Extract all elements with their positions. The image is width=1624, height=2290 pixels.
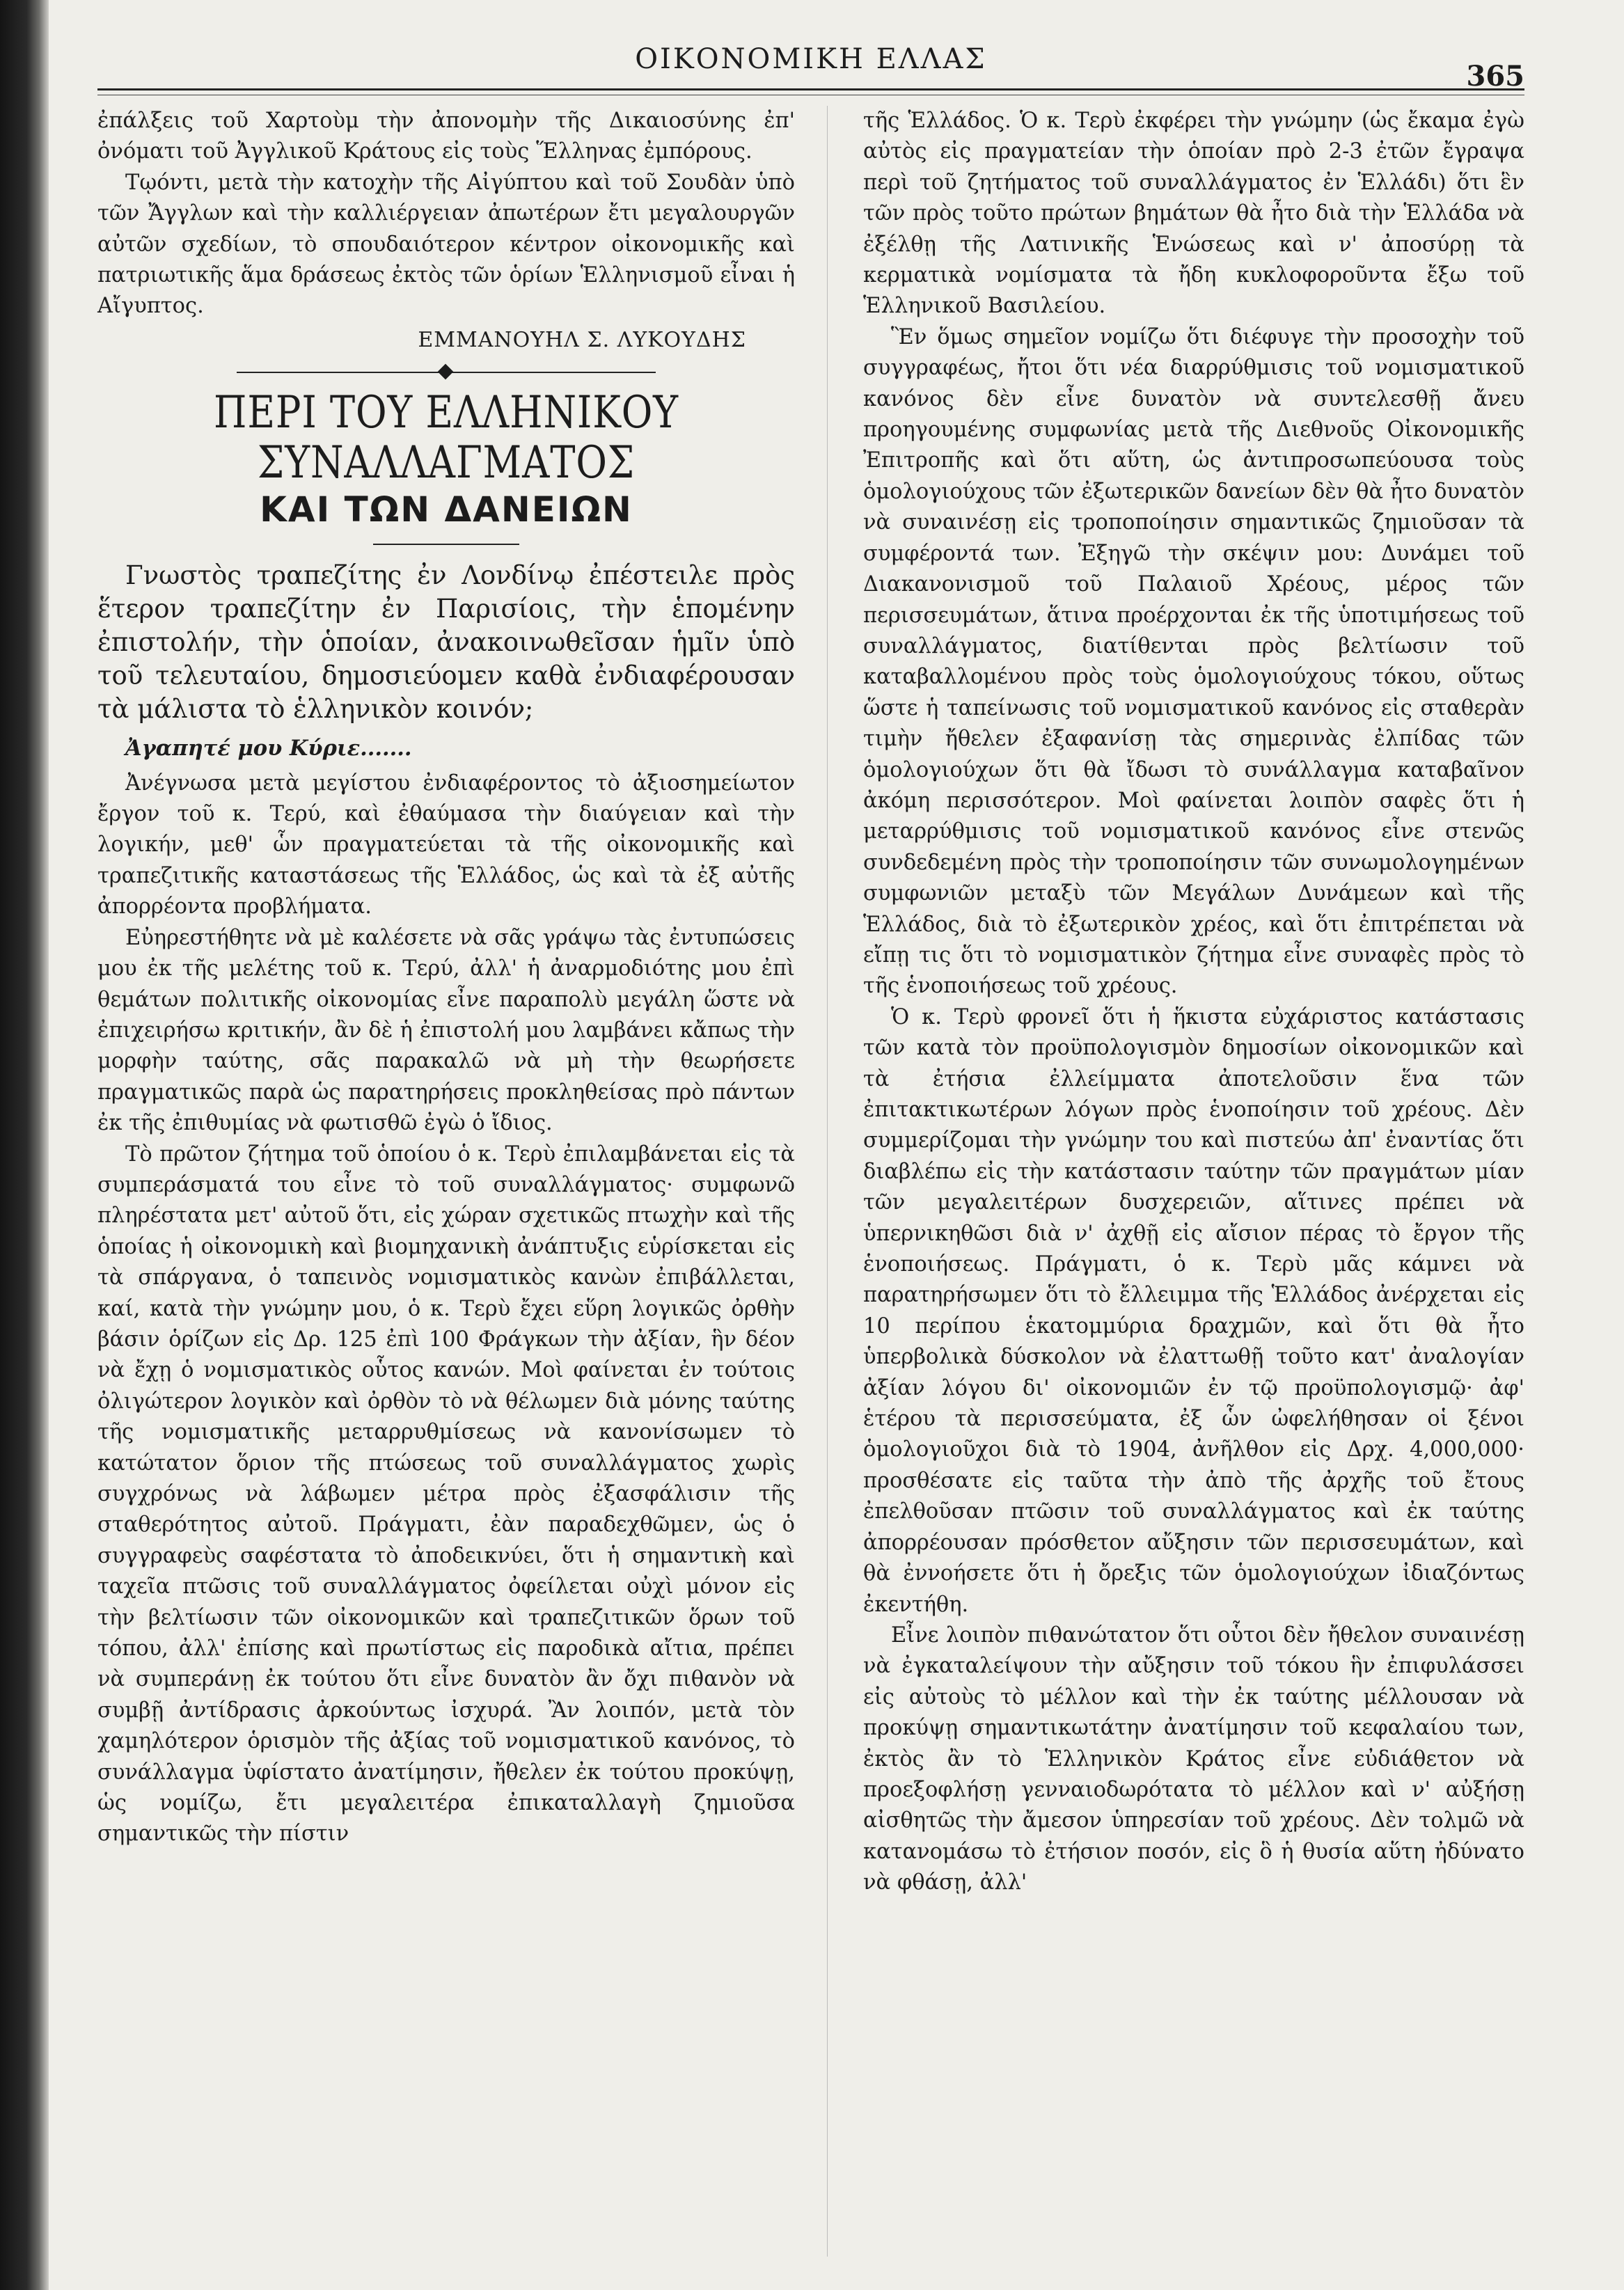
left-column [97, 106, 795, 2264]
title-underline-rule [373, 544, 519, 545]
diamond-ornament-icon [438, 364, 454, 380]
letter-salutation: Ἀγαπητέ μου Κύριε....... [125, 736, 412, 761]
author-signature: ΕΜΜΑΝΟΥΗΛ Σ. ΛΥΚΟΥΔΗΣ [418, 327, 746, 352]
column-gutter [827, 106, 828, 2257]
body-paragraph: Εὐηρεστήθητε νὰ μὲ καλέσετε νὰ σᾶς γράψω τὰς ἐντυπώσεις μου ἐκ τῆς μελέτης τοῦ κ. Τερύ, ἀλλ' ἡ ἀναρμοδιότης μου ἐπὶ θεμάτων πολιτικῆς οἰκονομίας εἶνε παραπολὺ μεγάλη ὥστε νὰ ἐπιχειρήσω κριτικήν, ἂν δὲ ἡ ἐπιστολή μου λαμβάνει κἄπως τὴν μορφὴν ταύτης, σᾶς παρακαλῶ νὰ μὴ τὴν θεωρήσετε πραγματικῶς παρὰ ὡς παρατηρήσεις προκληθείσας πρὸ πάντων ἐκ τῆς ἐπιθυμίας νὰ φωτισθῶ ἐγὼ ὁ ἴδιος. [97, 925, 795, 1136]
body-paragraph: Εἶνε λοιπὸν πιθανώτατον ὅτι οὗτοι δὲν ἤθελον συναινέσῃ νὰ ἐγκαταλείψουν τὴν αὔξησιν τοῦ τόκου ἣν ἐπιφυλάσσει εἰς αὐτοὺς τὸ μέλλον καὶ τὴν ἐκ ταύτης μέλλουσαν νὰ προκύψῃ σημαντικωτάτην ἀνατίμησιν τοῦ κεφαλαίου των, ἐκτὸς ἂν τὸ Ἑλληνικὸν Κράτος εἶνε εὐδιάθετον νὰ προεξοφλήσῃ γενναιοδωρότατα τὸ μέλλον καὶ ν' αὐξήσῃ αἰσθητῶς τὴν ἄμεσον ὑπηρεσίαν τοῦ χρέους. Δὲν τολμῶ νὰ κατανομάσω τὸ ἐτήσιον ποσόν, εἰς ὃ ἡ θυσία αὕτη ἠδύνατο νὰ φθάσῃ, ἀλλ' [863, 1622, 1524, 1895]
body-paragraph: Ὁ κ. Τερὺ φρονεῖ ὅτι ἡ ἥκιστα εὐχάριστος κατάστασις τῶν κατὰ τὸν προϋπολογισμὸν δημοσίων οἰκονομικῶν καὶ τὰ ἐτήσια ἐλλείμματα ἀποτελοῦσιν ἕνα τῶν ἐπιτακτικωτέρων λόγων πρὸς ἑνοποίησιν τοῦ χρέους. Δὲν συμμερίζομαι τὴν γνώμην του καὶ πιστεύω ἀπ' ἐναντίας ὅτι διαβλέπω εἰς τὴν κατάστασιν ταύτην τῶν πραγμάτων μίαν τῶν μεγαλειτέρων δυσχερειῶν, αἵτινες πρέπει νὰ ὑπερνικηθῶσι διὰ ν' ἀχθῇ εἰς αἴσιον πέρας τὸ ἔργον τῆς ἑνοποιήσεως. Πράγματι, ὁ κ. Τερὺ μᾶς κάμνει νὰ παρατηρήσωμεν ὅτι τὸ ἔλλειμμα τῆς Ἑλλάδος ἀνέρχεται εἰς 10 περίπου ἑκατομμύρια δραχμῶν, καὶ ὅτι θὰ ἦτο ὑπερβολικὰ δύσκολον νὰ ἐλαττωθῇ τοῦτο κατ' ἀναλογίαν ἀξίαν λόγου δι' οἰκονομιῶν ἐν τῷ προϋπολογισμῷ· ἀφ' ἑτέρου τὰ περισσεύματα, ἐξ ὧν ὠφελήθησαν οἱ ξένοι ὁμολογιοῦχοι διὰ τὸ 1904, ἀνῆλθον εἰς Δρχ. 4,000,000· προσθέσατε εἰς ταῦτα τὴν ἀπὸ τῆς ἀρχῆς τοῦ ἔτους ἐπελθοῦσαν πτῶσιν τοῦ συναλλάγματος καὶ ἐκ ταύτης ἀπορρέουσαν πρόσθετον αὔξησιν τῶν περισσευμάτων, καὶ θὰ ἐννοήσετε ὅτι ἡ ὄρεξις τῶν ὁμολογιούχων ἰδιαζόντως ἐκεντήθη. [863, 1004, 1524, 1617]
right-column [863, 106, 1524, 2264]
article-title-line-2: ΚΑΙ ΤΩΝ ΔΑΝΕΙΩΝ [260, 489, 633, 530]
previous-article-paragraph: Τῳόντι, μετὰ τὴν κατοχὴν τῆς Αἰγύπτου καὶ τοῦ Σουδὰν ὑπὸ τῶν Ἄγγλων καὶ τὴν καλλιέργειαν ἀπωτέρων ἔτι μεγαλουργῶν αὐτῶν σχεδίων, τὸ σπουδαιότερον κέντρον οἰκονομικῆς καὶ πατριωτικῆς ἅμα δράσεως ἐκτὸς τῶν ὁρίων Ἑλληνισμοῦ εἶναι ἡ Αἴγυπτος. [97, 170, 795, 319]
journal-page [97, 0, 1524, 2290]
journal-title: ΟΙΚΟΝΟΜΙΚΗ ΕΛΛΑΣ [635, 43, 987, 75]
body-paragraph: τῆς Ἑλλάδος. Ὁ κ. Τερὺ ἐκφέρει τὴν γνώμην (ὡς ἔκαμα ἐγὼ αὐτὸς εἰς πραγματείαν τὴν ὁποίαν πρὸ 2-3 ἐτῶν ἔγραψα περὶ τοῦ ζητήματος τοῦ συναλλάγματος ἐν Ἑλλάδι) ὅτι ἓν τῶν πρὸς τοῦτο πρώτων βημάτων θὰ ἦτο διὰ τὴν Ἑλλάδα νὰ ἐξέλθῃ τῆς Λατινικῆς Ἑνώσεως καὶ ν' ἀποσύρῃ τὰ κερματικὰ νομίσματα τὰ ἤδη κυκλοφοροῦντα ἔξω τοῦ Ἑλληνικοῦ Βασιλείου. [863, 109, 1524, 319]
previous-article-paragraph: ἐπάλξεις τοῦ Χαρτοὺμ τὴν ἀπονομὴν τῆς Δικαιοσύνης ἐπ' ὀνόματι τοῦ Ἀγγλικοῦ Κράτους εἰς τοὺς Ἕλληνας ἐμπόρους. [97, 109, 795, 164]
header-rule [97, 88, 1524, 90]
body-paragraph: Ἀνέγνωσα μετὰ μεγίστου ἐνδιαφέροντος τὸ ἀξιοσημείωτον ἔργον τοῦ κ. Τερύ, καὶ ἐθαύμασα τὴν διαύγειαν καὶ τὴν λογικήν, μεθ' ὧν πραγματεύεται τὰ τῆς οἰκονομικῆς καὶ τραπεζιτικῆς καταστάσεως τῆς Ἑλλάδος, ὡς καὶ τὰ ἐξ αὐτῆς ἀπορρέοντα προβλήματα. [97, 771, 795, 919]
section-divider [237, 364, 656, 381]
article-lead-paragraph: Γνωστὸς τραπεζίτης ἐν Λονδίνῳ ἐπέστειλε πρὸς ἕτερον τραπεζίτην ἐν Παρισίοις, τὴν ἑπομένην ἐπιστολήν, τὴν ὁποίαν, ἀνακοινωθεῖσαν ἡμῖν ὑπὸ τοῦ τελευταίου, δημοσιεύομεν καθὰ ἐνδιαφέρουσαν τὰ μάλιστα τὸ ἑλληνικὸν κοινόν; [97, 560, 795, 725]
body-paragraph: Τὸ πρῶτον ζήτημα τοῦ ὁποίου ὁ κ. Τερὺ ἐπιλαμβάνεται εἰς τὰ συμπεράσματά του εἶνε τὸ τοῦ συναλλάγματος· συμφωνῶ πληρέστατα μετ' αὐτοῦ ὅτι, εἰς χώραν σχετικῶς πτωχὴν καὶ τῆς ὁποίας ἡ οἰκονομικὴ καὶ βιομηχανικὴ ἀνάπτυξις εὑρίσκεται εἰς τὰ σπάργανα, ὁ ταπεινὸς νομισματικὸς κανὼν ἐπιβάλλεται, καί, κατὰ τὴν γνώμην μου, ὁ κ. Τερὺ ἔχει εὕρη λογικῶς ὀρθὴν βάσιν ὁρίζων εἰς Δρ. 125 ἐπὶ 100 Φράγκων τὴν ἀξίαν, ἣν δέον νὰ ἔχῃ ὁ νομισματικὸς οὗτος κανών. Μοὶ φαίνεται ἐν τούτοις ὀλιγώτερον λογικὸν καὶ ὀρθὸν τὸ νὰ θέλωμεν διὰ μόνης ταύτης τῆς νομισματικῆς μεταρρυθμίσεως νὰ κανονίσωμεν τὸ κατώτατον ὅριον τῆς πτώσεως τοῦ συναλλάγματος χωρὶς συγχρόνως νὰ λάβωμεν μέτρα πρὸς ἐξασφάλισιν τῆς σταθερότητος αὐτοῦ. Πράγματι, ἐὰν παραδεχθῶμεν, ὡς ὁ συγγραφεὺς σαφέστατα τὸ ἀποδεικνύει, ὅτι ἡ σημαντικὴ καὶ ταχεῖα πτῶσις τοῦ συναλλάγματος ὀφείλεται οὐχὶ μόνον εἰς τὴν βελτίωσιν τῶν οἰκονομικῶν καὶ τραπεζιτικῶν ὅρων τοῦ τόπου, ἀλλ' ἐπίσης καὶ πρωτίστως εἰς παροδικὰ αἴτια, πρέπει νὰ συμπεράνῃ ἐκ τούτου ὅτι εἶνε δυνατὸν ἂν ὄχι πιθανὸν νὰ συμβῇ ἀντίδρασις ἀρκούντως ἰσχυρά. Ἂν λοιπόν, μετὰ τὸν χαμηλότερον ὁρισμὸν τῆς ἀξίας τοῦ νομισματικοῦ κανόνος, τὸ συνάλλαγμα ὑφίστατο ἀνατίμησιν, ἤθελεν ἐκ τούτου προκύψῃ, ὡς νομίζω, ἔτι μεγαλειτέρα ἐπικαταλλαγὴ ζημιοῦσα σημαντικῶς τὴν πίστιν [97, 1142, 795, 1847]
page-number: 365 [1466, 60, 1524, 93]
article-title-line-1: ΠΕΡΙ ΤΟΥ ΕΛΛΗΝΙΚΟΥ ΣΥΝΑΛΛΑΓΜΑΤΟΣ [214, 387, 679, 489]
book-binding-edge [0, 0, 49, 2290]
body-paragraph: Ἓν ὅμως σημεῖον νομίζω ὅτι διέφυγε τὴν προσοχὴν τοῦ συγγραφέως, ἤτοι ὅτι νέα διαρρύθμισις τοῦ νομισματικοῦ κανόνος δὲν εἶνε δυνατὸν νὰ συντελεσθῇ ἄνευ προηγουμένης συμφωνίας μετὰ τῆς Διεθνοῦς Οἰκονομικῆς Ἐπιτροπῆς καὶ ὅτι αὕτη, ὡς ἀντιπροσωπεύουσα τοὺς ὁμολογιούχους τῶν ἐξωτερικῶν δανείων δὲν θὰ ἦτο δυνατὸν νὰ συναινέσῃ εἰς τροποποίησιν σημαντικῶς ζημιοῦσαν τὰ συμφέροντά των. Ἐξηγῶ τὴν σκέψιν μου: Δυνάμει τοῦ Διακανονισμοῦ τοῦ Παλαιοῦ Χρέους, μέρος τῶν περισσευμάτων, ἅτινα προέρχονται ἐκ τῆς ὑποτιμήσεως τοῦ συναλλάγματος, διατίθενται πρὸς βελτίωσιν τοῦ καταβαλλομένου πρὸς τοὺς ὁμολογιούχους τόκου, οὕτως ὥστε ἡ ταπείνωσις τοῦ νομισματικοῦ κανόνος εἰς σταθερὰν τιμὴν ἤθελεν ἐξαφανίσῃ τὰς σημερινὰς ἐλπίδας τῶν ὁμολογιούχων ὅτι θὰ ἴδωσι τὸ συνάλλαγμα καταβαῖνον ἀκόμη περισσότερον. Μοὶ φαίνεται λοιπὸν σαφὲς ὅτι ἡ μεταρρύθμισις τοῦ νομισματικοῦ κανόνος εἶνε στενῶς συνδεδεμένη πρὸς τὴν τροποποίησιν τῶν συνωμολογημένων συμφωνιῶν μεταξὺ τῶν Μεγάλων Δυνάμεων καὶ τῆς Ἑλλάδος, διὰ τὸ ἐξωτερικὸν χρέος, καὶ ὅτι ἐπιτρέπεται νὰ εἴπῃ τις ὅτι τὸ νομισματικὸν ζήτημα εἶνε συναφὲς πρὸς τὸ τῆς ἑνοποιήσεως τοῦ χρέους. [863, 324, 1524, 999]
running-head [97, 43, 1524, 99]
